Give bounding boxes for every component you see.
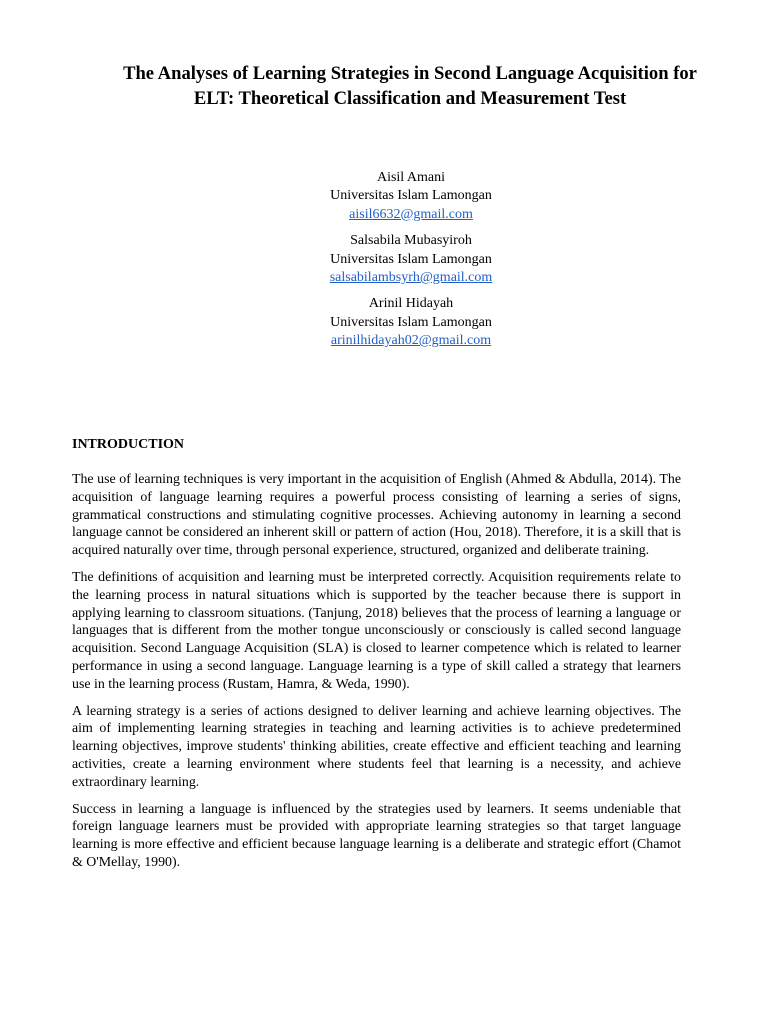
author-block-3: [230, 295, 592, 350]
paragraph: The use of learning techniques is very important in the acquisition of English (Ahmed & Abdulla, 2014). The acquisition of language learning requires a powerful process consisting of learning a series of signs, grammatical constructions and stimulating cognitive processes. Achieving autonomy in learning a second language cannot be considered an inherent skill or pattern of action (Hou, 2018). Therefore, it is a skill that is acquired naturally over time, through personal experience, structured, organized and deliberate training.: [72, 472, 681, 559]
section-body: [72, 471, 681, 881]
author-affiliation: Universitas Islam Lamongan: [330, 314, 492, 330]
author-name: Aisil Amani: [376, 170, 446, 185]
author-email-link[interactable]: salsabilambsyrh@gmail.com: [329, 270, 493, 286]
author-email-link[interactable]: arinilhidayah02@gmail.com: [330, 333, 492, 349]
author-affiliation: Universitas Islam Lamongan: [330, 251, 492, 267]
author-email-link[interactable]: aisil6632@gmail.com: [349, 206, 473, 222]
author-block-2: [230, 232, 592, 287]
author-name: Arinil Hidayah: [368, 296, 454, 312]
author-affiliation: Universitas Islam Lamongan: [330, 188, 492, 204]
paper-title: The Analyses of Learning Strategies in Second Language Acquisition for ELT: Theoretical Classification and Measurement Test: [123, 63, 697, 109]
paragraph: The definitions of acquisition and learning must be interpreted correctly. Acquisition requirements relate to the learning process in natural situations which is supported by the teacher because there is support in applying learning to classroom situations. (Tanjung, 2018) believes that the process of learning a language or languages that is different from the mother tongue unconsciously or consciously is called second language acquisition. Second Language Acquisition (SLA) is closed to learner competence which is related to learner performance in using a second language. Language learning is a type of skill called a strategy that learners use in the learning process (Rustam, Hamra, & Weda, 1990).: [72, 569, 681, 692]
paragraph: A learning strategy is a series of actions designed to deliver learning and achieve learning objectives. The aim of implementing learning strategies in teaching and learning activities is to achieve predetermined learning objectives, improve students' thinking abilities, create effective and efficient teaching and learning activities, create a learning environment where students feel that learning is a necessity, and achieve extraordinary learning.: [72, 703, 681, 790]
paragraph: Success in learning a language is influenced by the strategies used by learners. It seems undeniable that foreign language learners must be provided with appropriate learning strategies so that target language learning is more effective and efficient because language learning is a deliberate and strategic effort (Chamot & O'Mellay, 1990).: [72, 801, 681, 870]
author-name: Salsabila Mubasyiroh: [350, 233, 472, 249]
author-list: [230, 169, 592, 359]
author-block-1: [230, 169, 592, 224]
section-heading: INTRODUCTION: [72, 437, 185, 452]
